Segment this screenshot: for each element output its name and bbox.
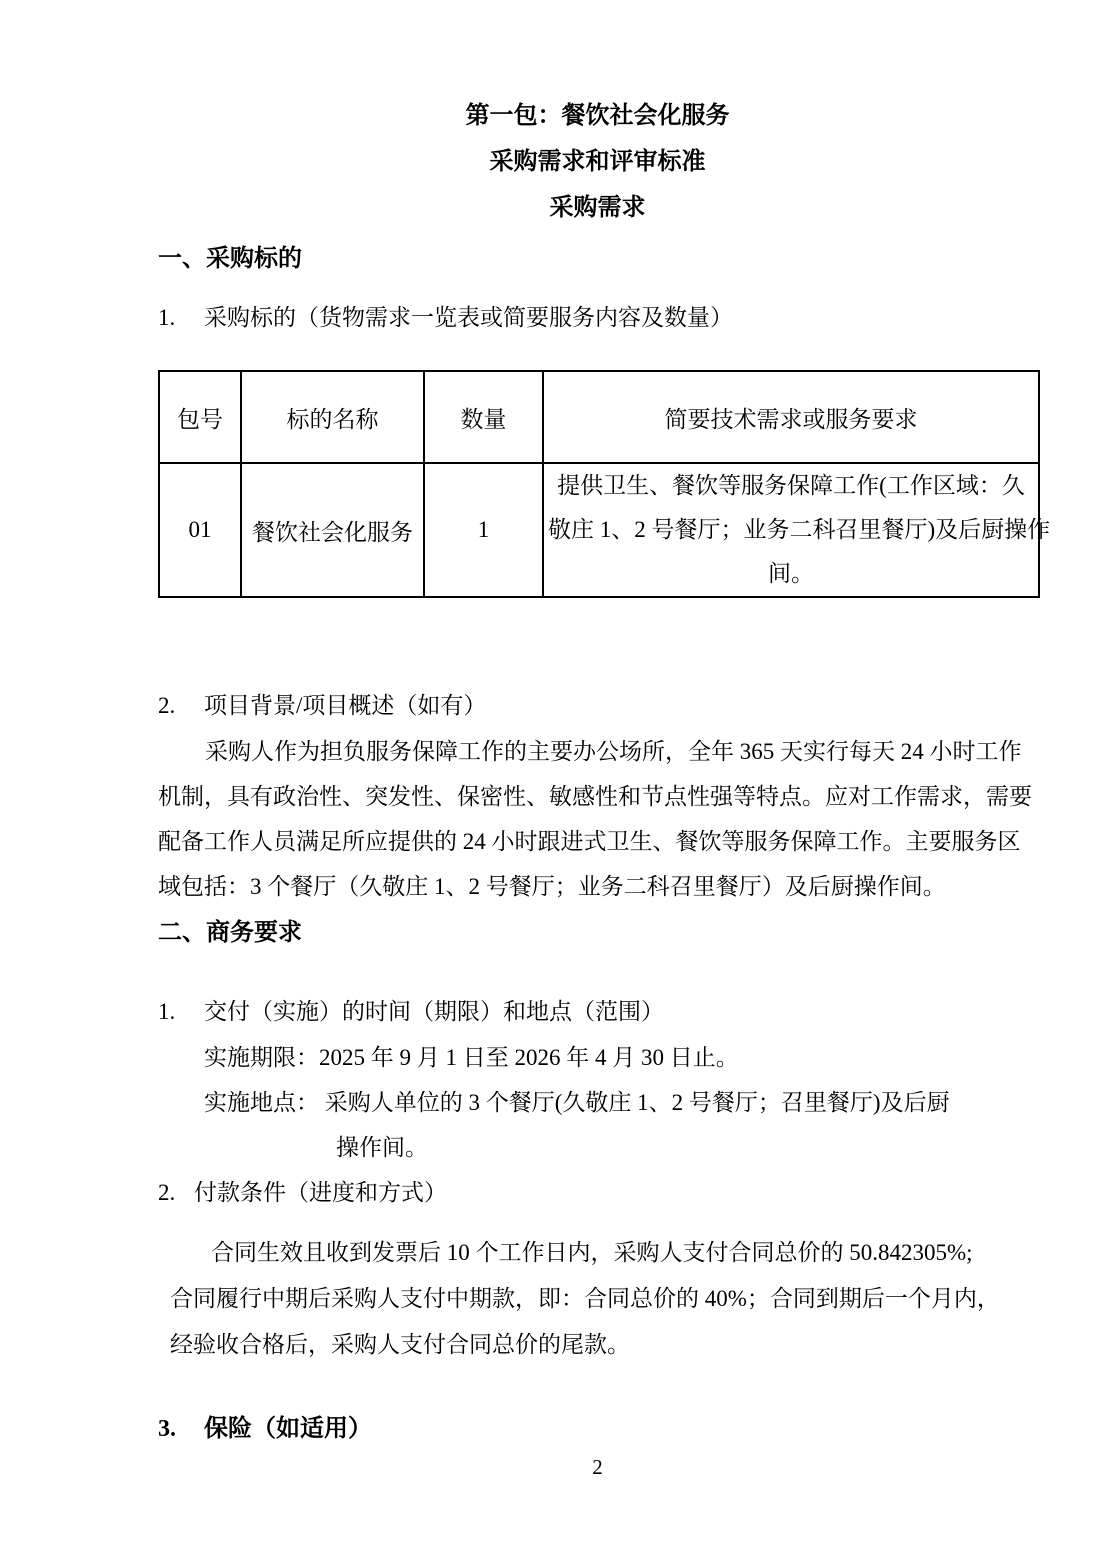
doc-title-requirements: 采购需求 — [549, 195, 646, 221]
cell-requirements — [543, 463, 1051, 597]
section2-item1 — [158, 989, 1037, 1035]
section2-item1-number: 1. — [158, 999, 176, 1024]
table-header-requirements: 简要技术需求或服务要求 — [543, 371, 1039, 463]
implementation-location-continuation: 操作间。 — [336, 1135, 428, 1160]
section2-item3-number: 3. — [158, 1416, 176, 1442]
section2-item1-label: 交付（实施）的时间（期限）和地点（范围） — [204, 999, 664, 1024]
title-block — [158, 0, 1037, 231]
section2-item2-number: 2. — [158, 1180, 176, 1205]
payment-line: 合同生效且收到发票后 10 个工作日内，采购人支付合同总价的 50.842305%; — [211, 1240, 973, 1265]
payment-line: 经验收合格后，采购人支付合同总价的尾款。 — [170, 1332, 630, 1357]
doc-title-package: 第一包：餐饮社会化服务 — [465, 103, 730, 129]
section2-item2 — [158, 1170, 1037, 1216]
section1-item1 — [158, 295, 1037, 341]
section1-item2-number: 2. — [158, 693, 176, 718]
table-row — [159, 463, 1039, 597]
section1-item2 — [158, 683, 1037, 729]
background-line: 机制，具有政治性、突发性、保密性、敏感性和节点性强等特点。应对工作需求，需要 — [158, 784, 1032, 809]
table-header-row — [159, 371, 1039, 463]
background-paragraph — [158, 729, 1037, 909]
payment-line: 合同履行中期后采购人支付中期款，即：合同总价的 40%；合同到期后一个月内， — [170, 1286, 1000, 1311]
background-line: 配备工作人员满足所应提供的 24 小时跟进式卫生、餐饮等服务保障工作。主要服务区 — [158, 829, 1021, 854]
page-number: 2 — [592, 1455, 603, 1479]
section2-item3 — [158, 1406, 1037, 1452]
table-header-quantity: 数量 — [424, 371, 543, 463]
table-header-package-no: 包号 — [159, 371, 241, 463]
section2-item2-label: 付款条件（进度和方式） — [194, 1180, 447, 1205]
section1-item1-label: 采购标的（货物需求一览表或简要服务内容及数量） — [204, 305, 733, 330]
background-line: 采购人作为担负服务保障工作的主要办公场所，全年 365 天实行每天 24 小时工作 — [205, 739, 1022, 764]
requirement-line: 敬庄 1、2 号餐厅；业务二科召里餐厅)及后厨操作 — [548, 517, 1051, 542]
cell-subject-name: 餐饮社会化服务 — [241, 463, 424, 597]
doc-title-requirements-criteria: 采购需求和评审标准 — [489, 149, 706, 175]
section2-item3-label: 保险（如适用） — [204, 1416, 372, 1442]
background-line: 域包括：3 个餐厅（久敬庄 1、2 号餐厅；业务二科召里餐厅）及后厨操作间。 — [158, 874, 946, 899]
requirement-line: 间。 — [768, 561, 814, 586]
table-header-subject-name: 标的名称 — [241, 371, 424, 463]
payment-paragraph — [170, 1230, 1037, 1368]
section1-item1-number: 1. — [158, 305, 176, 330]
implementation-period-line: 实施期限：2025 年 9 月 1 日至 2026 年 4 月 30 日止。 — [204, 1045, 739, 1070]
cell-quantity: 1 — [424, 463, 543, 597]
section1-item2-label: 项目背景/项目概述（如有） — [204, 693, 487, 718]
implementation-location-line: 实施地点： 采购人单位的 3 个餐厅(久敬庄 1、2 号餐厅；召里餐厅)及后厨 — [204, 1090, 950, 1115]
section1-heading: 一、采购标的 — [158, 246, 302, 272]
section2-heading: 二、商务要求 — [158, 920, 302, 946]
cell-package-no: 01 — [159, 463, 241, 597]
requirement-line: 提供卫生、餐饮等服务保障工作(工作区域：久 — [557, 473, 1025, 498]
page-content — [158, 0, 1051, 1452]
procurement-table — [158, 370, 1051, 598]
